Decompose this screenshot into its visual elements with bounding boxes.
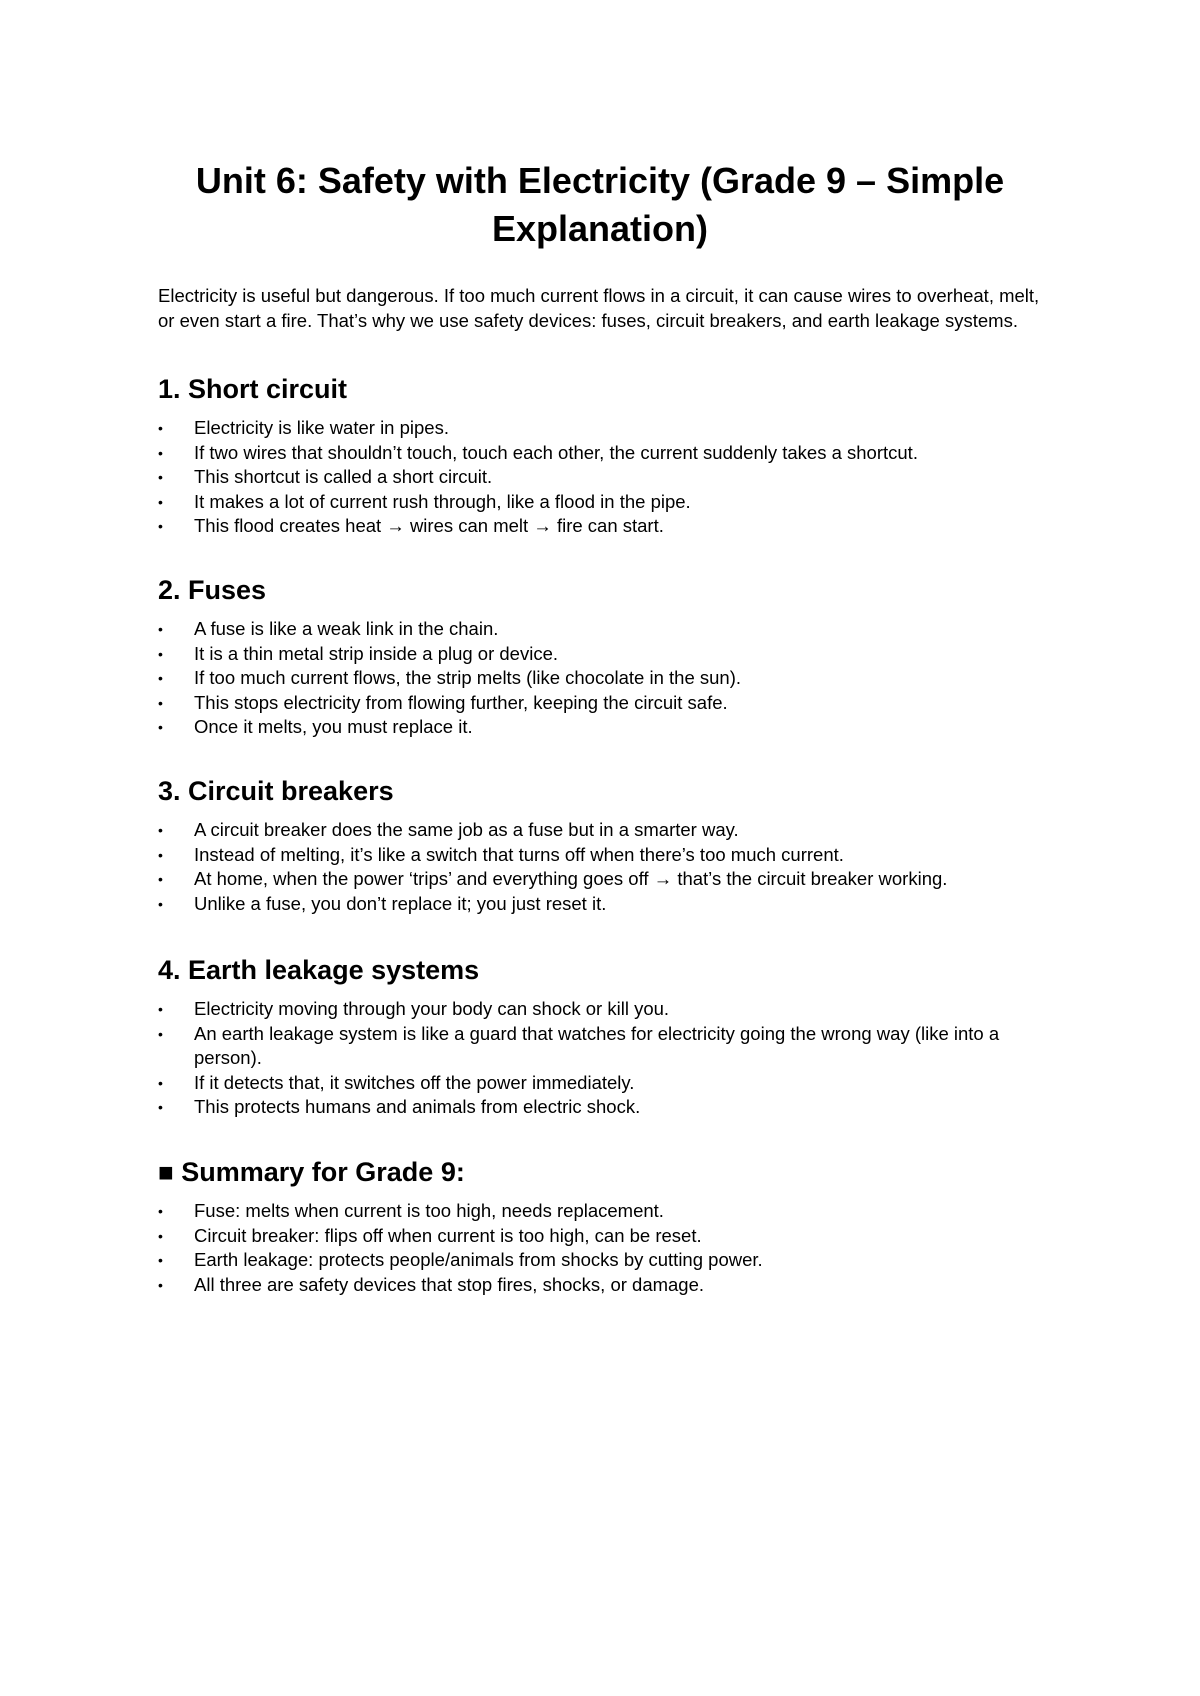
list-item-text: An earth leakage system is like a guard that watches for electricity going the wrong way (like into a person). [194,1022,1000,1068]
list-item [158,416,1058,441]
bullet-icon: • [158,1227,163,1244]
bullet-icon: • [158,670,163,686]
list-item [158,1022,1058,1071]
list-item-text: This stops electricity from flowing further, keeping the circuit safe. [194,691,728,713]
list-item [158,1095,1058,1120]
page-title: Unit 6: Safety with Electricity (Grade 9 – Simple Explanation) [195,160,1005,249]
list-item [158,666,1058,691]
list-item-text: Circuit breaker: flips off when current is too high, can be reset. [194,1224,702,1246]
list-item [158,642,1058,667]
section-heading-text: 1. Short circuit [158,374,348,404]
section-heading [158,573,1058,607]
bullet-icon: • [158,518,163,534]
bullet-icon: • [158,694,163,711]
list-item [158,514,1058,539]
list-item [158,997,1058,1022]
bullet-icon: • [158,846,163,863]
list-item-text: Unlike a fuse, you don’t replace it; you just reset it. [194,892,607,914]
bullet-icon: • [158,822,163,838]
bullet-icon: • [158,469,163,485]
list-item-text: Fuse: melts when current is too high, needs replacement. [194,1200,664,1221]
section [158,573,1058,740]
section [158,774,1058,916]
bullet-icon: • [158,493,163,510]
list-item-text: Once it melts, you must replace it. [194,716,473,737]
list-item-text: This shortcut is called a short circuit. [194,466,493,487]
section [158,372,1058,539]
list-item-text: A circuit breaker does the same job as a fuse but in a smarter way. [194,819,739,840]
list-item-text: If too much current flows, the strip melts (like chocolate in the sun). [194,667,742,688]
bullet-icon: • [158,871,163,887]
bullet-icon: • [158,1099,163,1115]
bullet-icon: • [158,1001,163,1017]
bullet-icon: • [158,444,163,461]
section-heading-text: 2. Fuses [158,575,267,605]
bullet-list [158,1199,1058,1297]
list-item-text: A fuse is like a weak link in the chain. [194,618,499,639]
list-item-text: It makes a lot of current rush through, like a flood in the pipe. [194,490,691,512]
list-item [158,465,1058,490]
list-item-text: It is a thin metal strip inside a plug or device. [194,642,559,664]
bullet-list [158,818,1058,916]
section-heading [158,1155,1058,1189]
list-item [158,441,1058,466]
bullet-icon: • [158,420,163,436]
bullet-icon: • [158,1203,163,1219]
bullet-list [158,997,1058,1120]
list-item-text: This protects humans and animals from electric shock. [194,1096,641,1117]
section-heading-text: 4. Earth leakage systems [158,955,480,985]
list-item-text: This flood creates heat → wires can melt → fire can start. [194,515,664,536]
section-heading [158,953,1058,987]
list-item-text: Electricity moving through your body can shock or kill you. [194,998,670,1019]
list-item [158,617,1058,642]
bullet-icon: • [158,719,163,735]
list-item-text: Electricity is like water in pipes. [194,417,449,438]
intro-paragraph: Electricity is useful but dangerous. If too much current flows in a circuit, it can cause wires to overheat, melt, or even start a fire. That’s why we use safety devices: fuses, circuit breakers, and earth leakage systems. [158,285,1040,331]
bullet-icon: • [158,621,163,637]
bullet-icon: • [158,645,163,662]
section-heading-text: Summary for Grade 9: [181,1157,465,1187]
bullet-list [158,617,1058,740]
bullet-icon: • [158,895,163,912]
list-item [158,1224,1058,1249]
section [158,1155,1058,1297]
list-item-text: Earth leakage: protects people/animals from shocks by cutting power. [194,1249,763,1270]
bullet-icon: • [158,1252,163,1268]
list-item [158,490,1058,515]
bullet-list [158,416,1058,539]
list-item [158,1199,1058,1224]
list-item [158,691,1058,716]
list-item-text: If it detects that, it switches off the power immediately. [194,1071,635,1093]
list-item-text: Instead of melting, it’s like a switch that turns off when there’s too much current. [194,843,844,865]
bullet-icon: • [158,1025,163,1042]
bullet-icon: • [158,1074,163,1091]
list-item-text: All three are safety devices that stop fires, shocks, or damage. [194,1273,705,1295]
list-item [158,892,1058,917]
list-item [158,843,1058,868]
list-item [158,1248,1058,1273]
section [158,953,1058,1120]
list-item [158,1273,1058,1298]
square-icon: ■ [158,1157,174,1187]
list-item-text: If two wires that shouldn’t touch, touch each other, the current suddenly takes a shortcut. [194,441,918,463]
section-heading-text: 3. Circuit breakers [158,776,394,806]
section-heading [158,774,1058,808]
list-item [158,715,1058,740]
list-item [158,1071,1058,1096]
section-heading [158,372,1058,406]
bullet-icon: • [158,1276,163,1293]
list-item-text: At home, when the power ‘trips’ and everything goes off → that’s the circuit breaker working. [194,868,948,889]
list-item [158,867,1058,892]
list-item [158,818,1058,843]
